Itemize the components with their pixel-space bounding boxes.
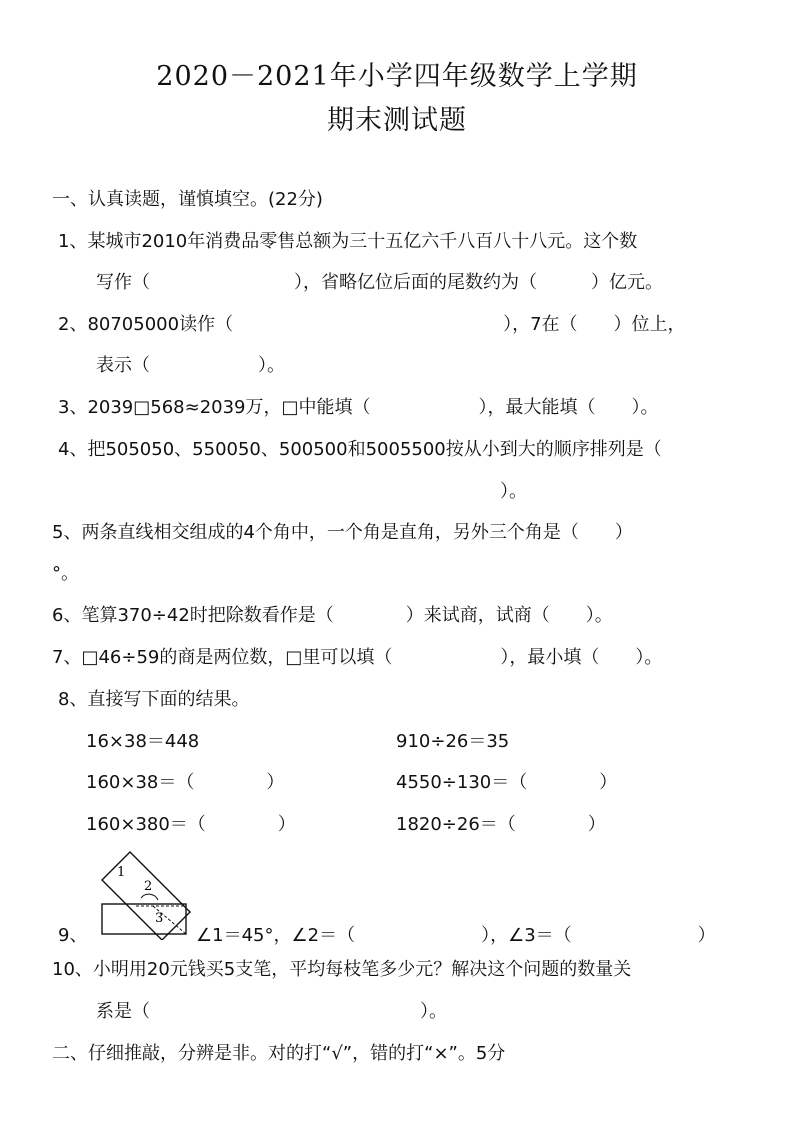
question-5-line-1: 5、两条直线相交组成的4个角中，一个角是直角，另外三个角是（ ） <box>52 522 633 543</box>
question-1-line-2: 写作（ ），省略亿位后面的尾数约为（ ）亿元。 <box>96 272 663 293</box>
question-8-heading: 8、直接写下面的结果。 <box>58 689 250 710</box>
angle-arc <box>141 894 158 900</box>
question-9-number: 9、 <box>58 925 88 946</box>
question-6: 6、笔算370÷42时把除数看作是（ ）来试商，试商（ ）。 <box>52 605 613 626</box>
section-1-heading: 一、认真读题，谨慎填空。(22分) <box>52 189 323 210</box>
question-2-line-1: 2、80705000读作（ ），7在（ ）位上， <box>58 314 686 335</box>
exam-title-line-2: 期末测试题 <box>327 105 467 136</box>
question-7: 7、□46÷59的商是两位数，□里可以填（ ），最小填（ ）。 <box>52 647 663 668</box>
question-10-line-1: 10、小明用20元钱买5支笔，平均每枝笔多少元？解决这个问题的数量关 <box>52 959 632 980</box>
question-10-line-2: 系是（ ）。 <box>96 1001 447 1022</box>
calc-item: 160×380＝（ ） <box>86 814 296 835</box>
exam-title-line-1: 2020－2021年小学四年级数学上学期 <box>156 61 638 92</box>
question-4-line-2: ）。 <box>500 481 527 502</box>
rectangle-fold-figure <box>100 850 194 940</box>
calc-item: 4550÷130＝（ ） <box>396 772 618 793</box>
section-2-heading: 二、仔细推敲，分辨是非。对的打“√”，错的打“×”。5分 <box>52 1043 506 1064</box>
angle-1-label: 1 <box>117 865 126 880</box>
angle-3-label: 3 <box>155 911 164 926</box>
calc-item: 910÷26＝35 <box>396 731 510 752</box>
question-9-text: ∠1＝45°，∠2＝（ ），∠3＝（ ） <box>196 925 716 946</box>
calc-item: 16×38＝448 <box>86 731 200 752</box>
question-1-line-1: 1、某城市2010年消费品零售总额为三十五亿六千八百八十八元。这个数 <box>58 231 638 252</box>
question-3: 3、2039□568≈2039万，□中能填（ ），最大能填（ ）。 <box>58 397 659 418</box>
calc-item: 160×38＝（ ） <box>86 772 285 793</box>
question-5-line-2: °。 <box>52 563 79 584</box>
question-2-line-2: 表示（ ）。 <box>96 355 285 376</box>
calc-item: 1820÷26＝（ ） <box>396 814 606 835</box>
question-4-line-1: 4、把505050、550050、500500和5005500按从小到大的顺序排列是（ <box>58 439 662 460</box>
angle-2-label: 2 <box>144 879 153 894</box>
